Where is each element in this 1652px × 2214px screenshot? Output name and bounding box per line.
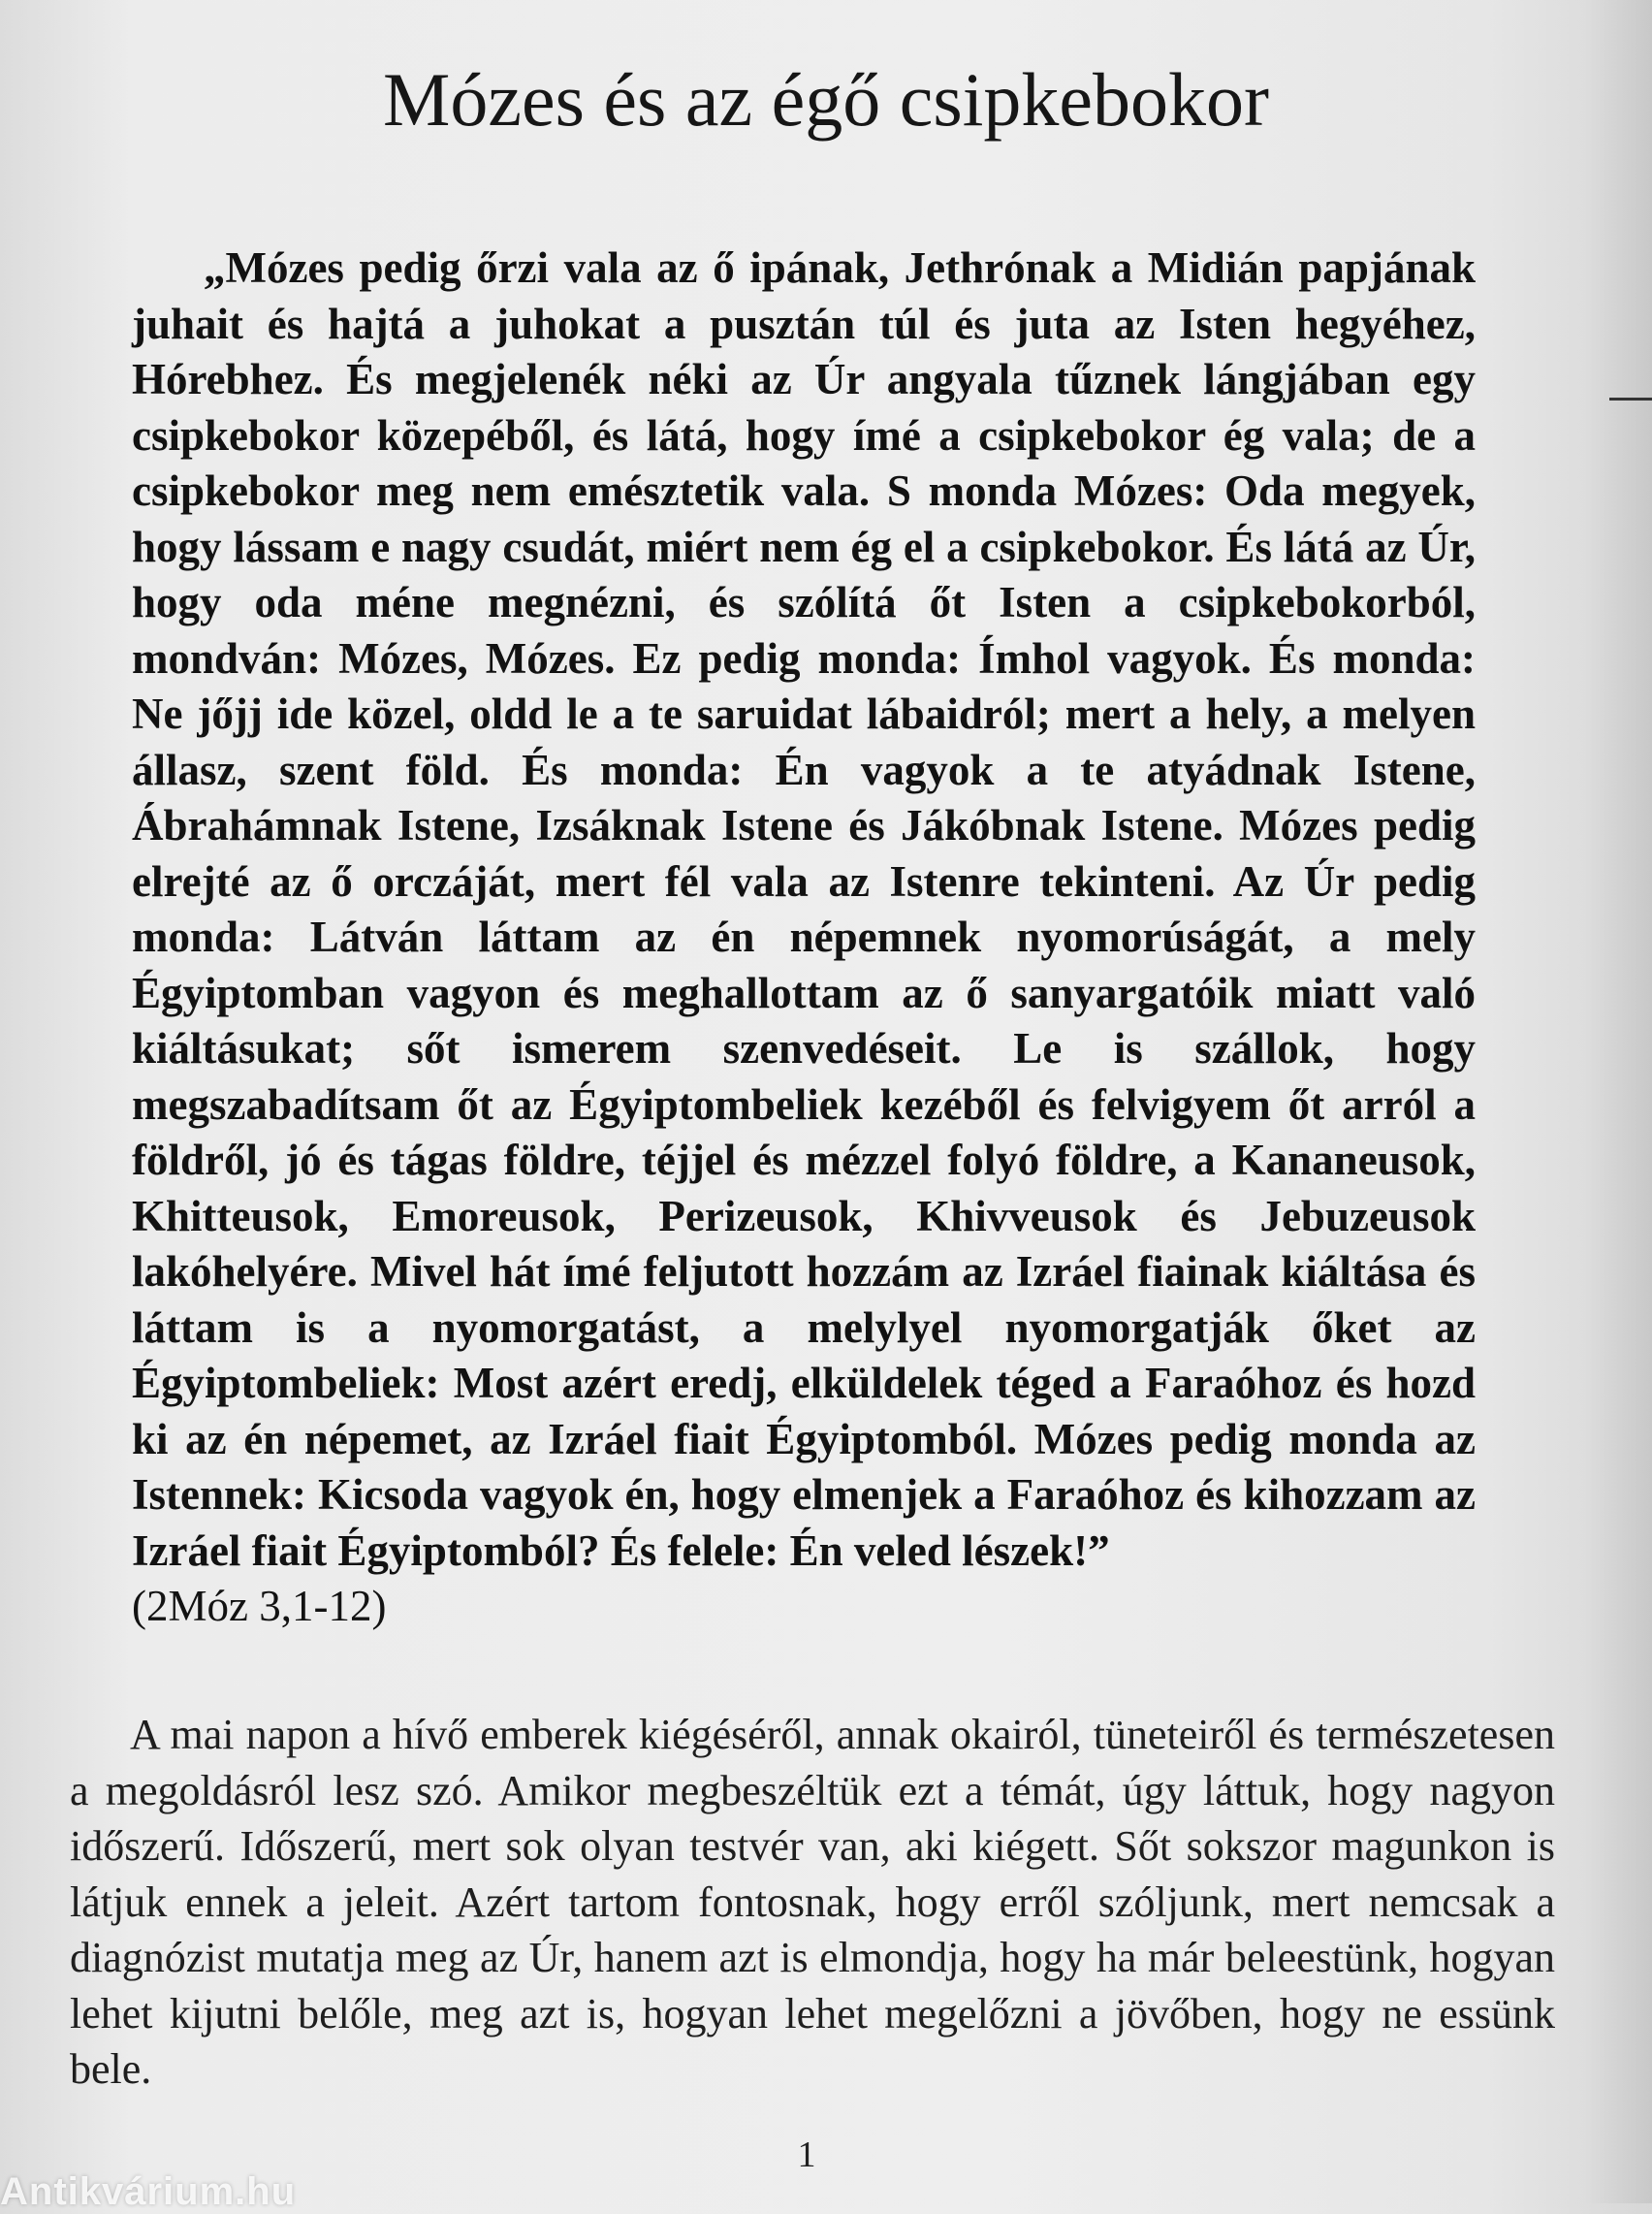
page-title: Mózes és az égő csipkebokor <box>382 57 1270 142</box>
page-number: 1 <box>797 2134 816 2175</box>
page-edge-mark <box>1609 398 1652 401</box>
body-paragraph: A mai napon a hívő emberek kiégéséről, annak okairól, tüneteiről és természetesen a megoldásról lesz szó. Amikor megbeszéltük ezt a témát, úgy láttuk, hogy nagyon időszerű. Időszerű, mert sok olyan testvér van, aki kiégett. Sőt sokszor magunkon is látjuk ennek a jeleit. Azért tartom fontosnak, hogy erről szóljunk, mert nemcsak a diagnózist mutatja meg az Úr, hanem azt is elmondja, hogy ha már beleestünk, hogyan lehet kijutni belőle, meg azt is, hogyan lehet megelőzni a jövőben, hogy ne essünk bele. <box>70 1711 1555 2093</box>
watermark: Antikvárium.hu <box>0 2170 297 2213</box>
page-edge-shadow <box>1584 0 1652 2203</box>
bible-quote-citation: (2Móz 3,1-12) <box>132 1582 387 1630</box>
bible-quote-block <box>132 241 1476 1635</box>
bible-quote-text: „Mózes pedig őrzi vala az ő ipának, Jethrónak a Midián papjának juhait és hajtá a juhokat a pusztán túl és juta az Isten hegyéhez, Hórebhez. És megjelenék néki az Úr angyala tűznek lángjában egy csipkebokor közepéből, és látá, hogy ímé a csipkebokor ég vala; de a csipkebokor meg nem emésztetik vala. S monda Mózes: Oda megyek, hogy lássam e nagy csudát, miért nem ég el a csipkebokor. És látá az Úr, hogy oda méne megnézni, és szólítá őt Isten a csipkebokorból, mondván: Mózes, Mózes. Ez pedig monda: Ímhol vagyok. És monda: Ne jőjj ide közel, oldd le a te saruidat lábaidról; mert a hely, a melyen állasz, szent föld. És monda: Én vagyok a te atyádnak Istene, Ábrahámnak Istene, Izsáknak Istene és Jákóbnak Istene. Mózes pedig elrejté az ő orczáját, mert fél vala az Istenre tekinteni. Az Úr pedig monda: Látván láttam az én népemnek nyomorúságát, a mely Égyiptomban vagyon és meghallottam az ő sanyargatóik miatt való kiáltásukat; sőt ismerem szenvedéseit. Le is szállok, hogy megszabadítsam őt az Égyiptombeliek kezéből és felvigyem őt arról a földről, jó és tágas földre, téjjel és mézzel folyó földre, a Kananeusok, Khitteusok, Emoreusok, Perizeusok, Khivveusok és Jebuzeusok lakóhelyére. Mivel hát ímé feljutott hozzám az Izráel fiainak kiáltása és láttam is a nyomorgatást, a melylyel nyomorgatják őket az Égyiptombeliek: Most azért eredj, elküldelek téged a Faraóhoz és hozd ki az én népemet, az Izráel fiait Égyiptomból. Mózes pedig monda az Istennek: Kicsoda vagyok én, hogy elmenjek a Faraóhoz és kihozzam az Izráel fiait Égyiptomból? És felele: Én veled lészek!” <box>132 243 1476 1575</box>
